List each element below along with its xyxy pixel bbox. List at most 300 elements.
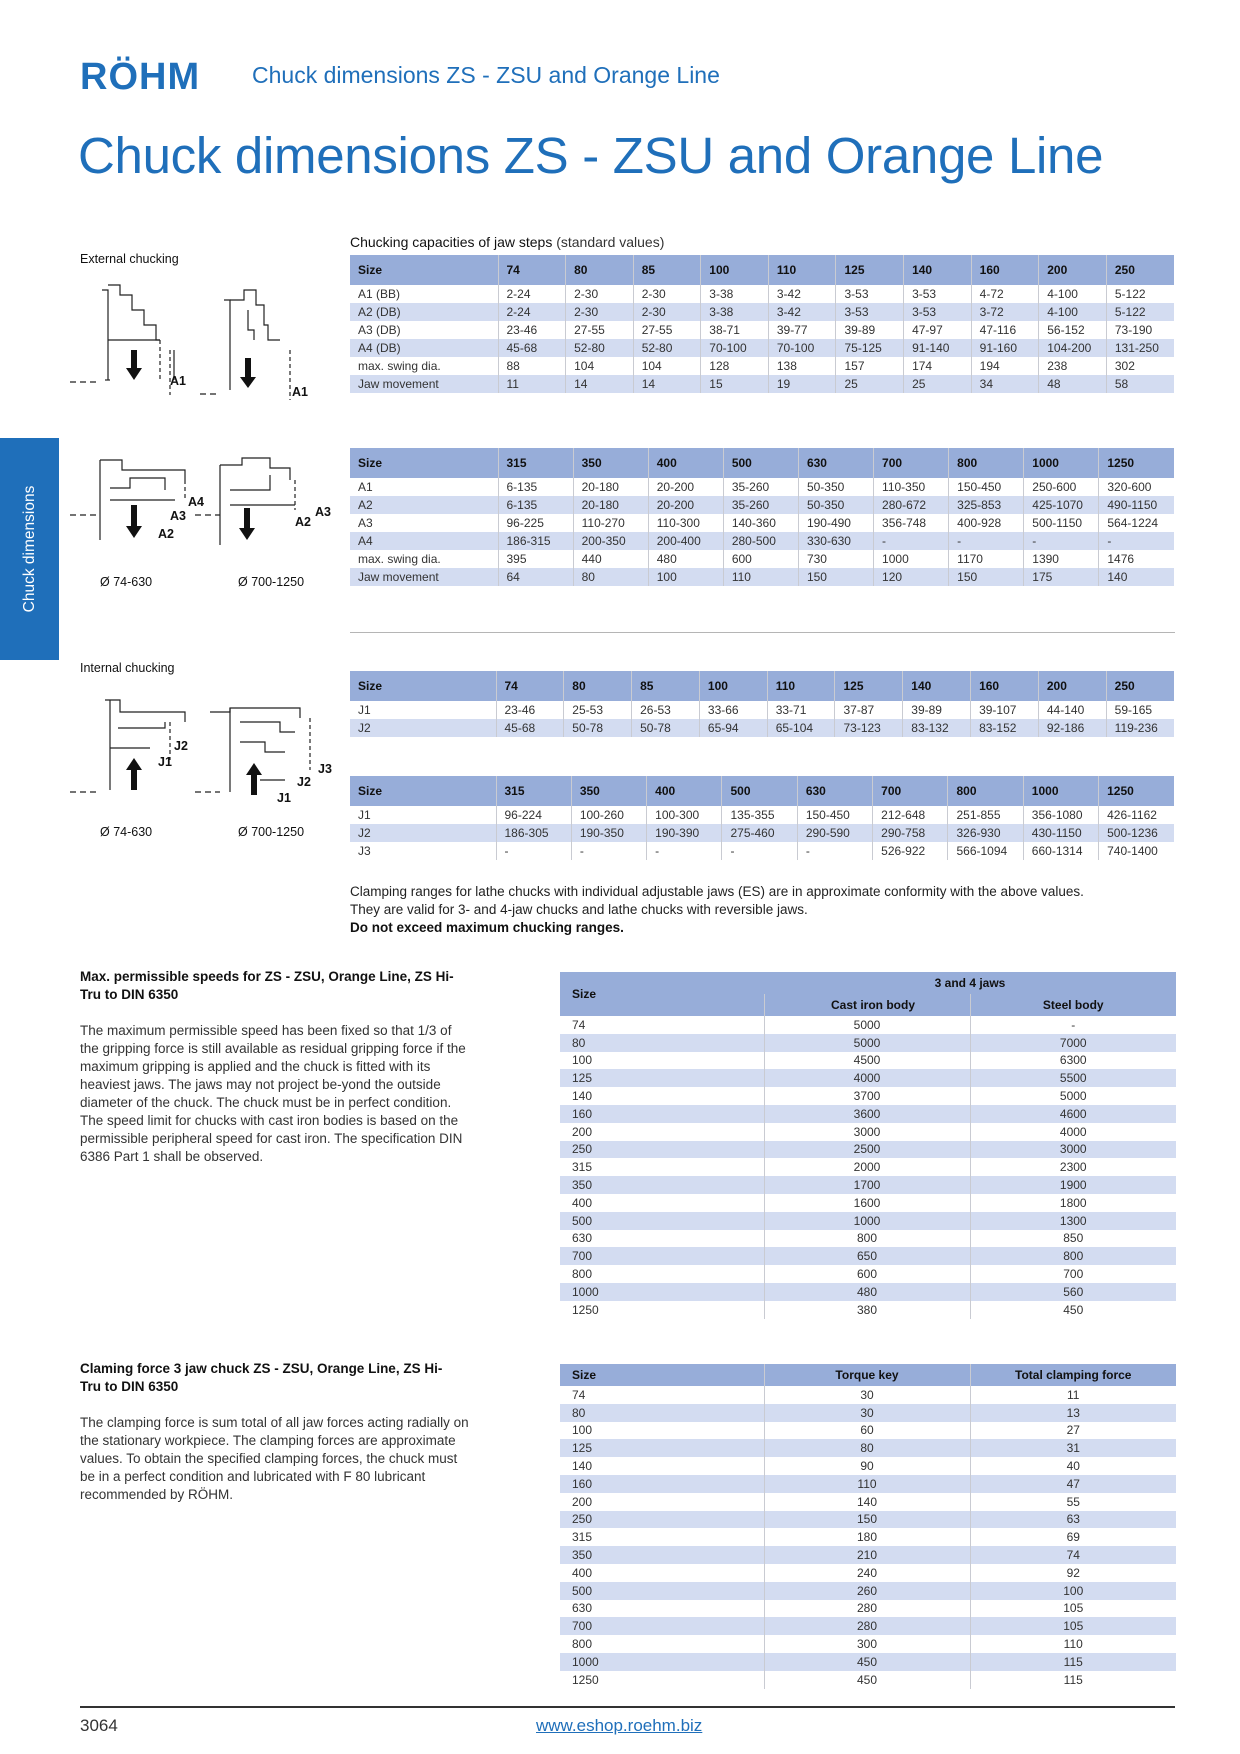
header-cell: 1000: [1023, 776, 1098, 806]
table-cell: 140: [1099, 568, 1174, 586]
internal-diameter-right: Ø 700-1250: [238, 825, 305, 839]
header-cell: 630: [797, 776, 872, 806]
label-a2-right: A2: [295, 515, 311, 529]
table-cell: 1800: [970, 1194, 1176, 1212]
table-cell: A4: [350, 532, 498, 550]
table-cell: 39-89: [903, 701, 971, 719]
header-cell: Size: [350, 255, 498, 285]
table-cell: 330-630: [798, 532, 873, 550]
table-cell: 100: [572, 1053, 593, 1068]
table-cell: 31: [970, 1439, 1176, 1457]
header-cell: 500: [723, 448, 798, 478]
speeds-header-cast: Cast iron body: [764, 994, 970, 1016]
table-cell: 1900: [970, 1176, 1176, 1194]
table-cell: 92-186: [1038, 719, 1106, 737]
header-cell: 100: [701, 255, 769, 285]
external-chucking-label: External chucking: [80, 252, 179, 266]
table-cell: 800: [572, 1637, 593, 1652]
header-cell: 1000: [1024, 448, 1099, 478]
table-cell: 700: [970, 1265, 1176, 1283]
clamping-table: [560, 1364, 1176, 1689]
header-cell: Total clamping force: [970, 1364, 1176, 1386]
table-row: [560, 1546, 1176, 1564]
table-cell: 96-225: [498, 514, 573, 532]
table-row: [560, 1158, 1176, 1176]
table-cell: 50-350: [798, 496, 873, 514]
table-row: [560, 1194, 1176, 1212]
label-a2-left: A2: [158, 527, 174, 541]
table-cell: 80: [573, 568, 648, 586]
table-cell: 800: [970, 1247, 1176, 1265]
table-cell: 650: [764, 1247, 970, 1265]
header-cell: 125: [835, 671, 903, 701]
table-row: [350, 701, 1174, 719]
table-cell: 564-1224: [1099, 514, 1174, 532]
table-cell: 34: [971, 375, 1039, 393]
table-cell: 3-53: [904, 285, 972, 303]
table-cell: 5-122: [1106, 285, 1174, 303]
table-cell: 490-1150: [1099, 496, 1174, 514]
table-cell: 730: [798, 550, 873, 568]
table-cell: 20-180: [573, 478, 648, 496]
table-cell: 7000: [970, 1034, 1176, 1052]
table-cell: A4 (DB): [350, 339, 498, 357]
table-cell: 630: [572, 1601, 593, 1616]
table-row: [560, 1301, 1176, 1319]
table-cell: 3000: [764, 1123, 970, 1141]
table-cell: 1700: [764, 1176, 970, 1194]
speeds-header-steel: Steel body: [970, 994, 1176, 1016]
table-cell: 275-460: [722, 824, 797, 842]
speeds-title: Max. permissible speeds for ZS - ZSU, Orange Line, ZS Hi-Tru to DIN 6350: [80, 969, 454, 1002]
table-cell: 250: [560, 1141, 764, 1159]
table-cell: J3: [358, 844, 371, 858]
table-row: [560, 1176, 1176, 1194]
table-row: [560, 1386, 1176, 1404]
table-cell: 110: [764, 1475, 970, 1493]
table-cell: 25: [904, 375, 972, 393]
label-j2-left: J2: [174, 739, 188, 753]
table-row: [560, 1404, 1176, 1422]
internal-table-large: [350, 776, 1174, 860]
table-cell: 52-80: [633, 339, 701, 357]
table-row: [560, 1653, 1176, 1671]
table-cell: 500: [560, 1212, 764, 1230]
table-row: [560, 1582, 1176, 1600]
table-cell: 2-24: [498, 303, 566, 321]
table-cell: 100: [572, 1423, 593, 1438]
table-row: [350, 824, 1174, 842]
table-cell: 35-260: [723, 496, 798, 514]
table-row: [560, 1247, 1176, 1265]
table-cell: 500-1150: [1024, 514, 1099, 532]
table-row: [560, 1087, 1176, 1105]
table-cell: 4-100: [1039, 285, 1107, 303]
table-row: [350, 806, 1174, 824]
table-cell: 104-200: [1039, 339, 1107, 357]
table-cell: 2-24: [498, 285, 566, 303]
speeds-header-size: Size: [560, 972, 764, 1016]
table-row: [560, 1052, 1176, 1070]
table-cell: 320-600: [1099, 478, 1174, 496]
header-cell: 800: [948, 776, 1023, 806]
table-cell: 700: [560, 1617, 764, 1635]
table-cell: 138: [768, 357, 836, 375]
header-cell: 85: [633, 255, 701, 285]
table-cell: 560: [970, 1283, 1176, 1301]
header-cell: 700: [874, 448, 949, 478]
table-row: [560, 1105, 1176, 1123]
label-a3-right: A3: [315, 505, 331, 519]
table-cell: 190-490: [798, 514, 873, 532]
table-cell: -: [1099, 532, 1174, 550]
label-a4-left: A4: [188, 495, 204, 509]
capacities-note-warning: Do not exceed maximum chucking ranges.: [350, 920, 624, 935]
table-cell: 326-930: [948, 824, 1023, 842]
table-cell: 110-300: [648, 514, 723, 532]
table-cell: 1000: [560, 1283, 764, 1301]
table-cell: 69: [970, 1528, 1176, 1546]
header-cell: Size: [350, 671, 496, 701]
table-cell: -: [1024, 532, 1099, 550]
header-cell: 200: [1039, 255, 1107, 285]
header-cell: 80: [566, 255, 634, 285]
table-row: [560, 1265, 1176, 1283]
table-cell: 73-123: [835, 719, 903, 737]
header-cell: Size: [350, 776, 496, 806]
footer-divider: [80, 1706, 1175, 1708]
table-cell: 630: [572, 1231, 593, 1246]
capacities-note-text: Clamping ranges for lathe chucks with individual adjustable jaws (ES) are in approximate conformity with the above values. They are valid for 3- and 4-jaw chucks and lathe chucks with reversible jaws.: [350, 884, 1084, 917]
table-cell: 212-648: [873, 806, 948, 824]
table-cell: A1 (BB): [358, 287, 401, 301]
table-cell: 190-350: [571, 824, 646, 842]
table-cell: -: [970, 1016, 1176, 1034]
table-cell: 400: [572, 1195, 593, 1210]
header-subtitle: Chuck dimensions ZS - ZSU and Orange Line: [252, 62, 720, 88]
table-cell: 140: [764, 1493, 970, 1511]
header-cell: 400: [647, 776, 722, 806]
external-chucking-diagram: [70, 270, 350, 600]
table-cell: 200-350: [573, 532, 648, 550]
table-cell: 140-360: [723, 514, 798, 532]
table-cell: 100: [648, 568, 723, 586]
table-row: [560, 1493, 1176, 1511]
table-cell: 63: [970, 1511, 1176, 1529]
table-cell: 14: [566, 375, 634, 393]
table-row: [350, 532, 1174, 550]
table-cell: 50-350: [798, 478, 873, 496]
table-cell: 6-135: [498, 496, 573, 514]
table-cell: 3700: [764, 1087, 970, 1105]
table-cell: 110-270: [573, 514, 648, 532]
table-cell: 4-100: [1039, 303, 1107, 321]
table-cell: 2-30: [633, 285, 701, 303]
table-cell: 3-42: [768, 303, 836, 321]
table-cell: -: [797, 842, 872, 860]
header-cell: 500: [722, 776, 797, 806]
header-cell: 315: [498, 448, 573, 478]
table-cell: 350: [560, 1546, 764, 1564]
capacities-note: [350, 883, 1090, 937]
table-cell: -: [571, 842, 646, 860]
table-cell: 2-30: [566, 303, 634, 321]
table-row: [560, 1069, 1176, 1087]
table-cell: 30: [764, 1386, 970, 1404]
table-cell: 1250: [572, 1672, 599, 1687]
table-cell: 88: [498, 357, 566, 375]
table-cell: 110: [970, 1635, 1176, 1653]
table-cell: 64: [498, 568, 573, 586]
header-cell: 400: [648, 448, 723, 478]
table-cell: 119-236: [1106, 719, 1174, 737]
table-row: [350, 496, 1174, 514]
table-cell: 800: [764, 1230, 970, 1248]
table-cell: 2-30: [566, 285, 634, 303]
table-cell: 280-672: [874, 496, 949, 514]
table-row: [560, 1671, 1176, 1689]
table-cell: 74: [970, 1546, 1176, 1564]
table-cell: 26-53: [632, 701, 700, 719]
table-cell: 65-104: [767, 719, 835, 737]
table-cell: J2: [350, 719, 496, 737]
table-cell: 105: [970, 1600, 1176, 1618]
page-number: 3064: [80, 1716, 118, 1735]
table-row: [350, 357, 1174, 375]
header-cell: 200: [1038, 671, 1106, 701]
table-cell: 600: [723, 550, 798, 568]
table-cell: Jaw movement: [350, 568, 498, 586]
table-cell: 104: [566, 357, 634, 375]
table-cell: 1390: [1024, 550, 1099, 568]
table-cell: 37-87: [835, 701, 903, 719]
header-cell: 160: [971, 255, 1039, 285]
table-cell: 1000: [764, 1212, 970, 1230]
speeds-text: The maximum permissible speed has been fixed so that 1/3 of the gripping force is still available as residual gripping force if the maximum gripping is applied and the chuck is fitted with its heaviest jaws. The jaws may not project be-yond the outside diameter of the chuck. The chuck must be in perfect condition. The speed limit for chucks with cast iron bodies is based on the permissible peripheral speed for cast iron. The specification DIN 6386 Part 1 shall be observed.: [80, 1023, 466, 1164]
header-cell: 140: [903, 671, 971, 701]
table-cell: 6300: [970, 1052, 1176, 1070]
header-cell: Size: [560, 1364, 764, 1386]
clamping-text: The clamping force is sum total of all jaw forces acting radially on the stationary workpiece. The clamping forces are approximate values. To obtain the specified clamping forces, the chuck must be in a perfect condition and lubricated with F 80 lubricant recommended by RÖHM.: [80, 1415, 469, 1502]
table-cell: 60: [764, 1422, 970, 1440]
table-cell: 800: [572, 1267, 593, 1282]
header-cell: Size: [350, 448, 498, 478]
header-cell: 315: [496, 776, 571, 806]
table-cell: 180: [764, 1528, 970, 1546]
table-row: [560, 1475, 1176, 1493]
table-cell: 200: [572, 1494, 593, 1509]
speeds-header-group: 3 and 4 jaws: [764, 972, 1176, 994]
table-cell: 302: [1106, 357, 1174, 375]
table-cell: 70-100: [768, 339, 836, 357]
table-cell: 150-450: [949, 478, 1024, 496]
header-cell: 1250: [1099, 448, 1174, 478]
table-cell: 426-1162: [1099, 806, 1174, 824]
table-cell: 356-748: [874, 514, 949, 532]
table-cell: 52-80: [566, 339, 634, 357]
table-cell: 850: [970, 1230, 1176, 1248]
table-cell: 100: [970, 1582, 1176, 1600]
table-cell: 3-72: [971, 303, 1039, 321]
table-row: [350, 568, 1174, 586]
header-cell: 110: [767, 671, 835, 701]
table-cell: 45-68: [496, 719, 564, 737]
table-cell: 186-315: [498, 532, 573, 550]
table-cell: A3: [358, 516, 373, 530]
table-cell: 1000: [560, 1653, 764, 1671]
table-cell: 160: [560, 1475, 764, 1493]
table-row: [560, 1600, 1176, 1618]
table-row: [560, 1422, 1176, 1440]
table-cell: 480: [764, 1283, 970, 1301]
table-cell: 27-55: [633, 321, 701, 339]
header-cell: 800: [949, 448, 1024, 478]
table-cell: 100-300: [647, 806, 722, 824]
table-row: [560, 1230, 1176, 1248]
table-row: [560, 1635, 1176, 1653]
table-cell: 194: [971, 357, 1039, 375]
header-cell: 74: [498, 255, 566, 285]
table-cell: 104: [633, 357, 701, 375]
table-row: [560, 1283, 1176, 1301]
table-row: [350, 550, 1174, 568]
capacities-table-large: [350, 448, 1174, 586]
header-cell: 1250: [1099, 776, 1174, 806]
header-cell: 250: [1106, 671, 1174, 701]
table-cell: 70-100: [701, 339, 769, 357]
table-cell: 356-1080: [1023, 806, 1098, 824]
header-cell: 350: [573, 448, 648, 478]
table-cell: 1300: [970, 1212, 1176, 1230]
table-cell: 3-38: [701, 303, 769, 321]
table-cell: 39-89: [836, 321, 904, 339]
table-cell: -: [722, 842, 797, 860]
table-row: [350, 321, 1174, 339]
table-cell: 83-152: [971, 719, 1039, 737]
table-cell: 74: [572, 1017, 586, 1032]
capacities-title-main: Chucking capacities of jaw steps: [350, 234, 553, 250]
header-cell: 74: [496, 671, 564, 701]
table-cell: 80: [560, 1404, 764, 1422]
table-cell: 740-1400: [1099, 842, 1174, 860]
table-cell: 3000: [970, 1141, 1176, 1159]
speeds-table: [560, 972, 1176, 1319]
table-cell: 425-1070: [1024, 496, 1099, 514]
table-cell: 1170: [949, 550, 1024, 568]
diameter-label-left: Ø 74-630: [100, 575, 153, 589]
table-cell: 150: [764, 1511, 970, 1529]
table-cell: 25: [836, 375, 904, 393]
side-tab[interactable]: [0, 438, 59, 660]
table-cell: J1: [358, 808, 371, 822]
clamping-title: Claming force 3 jaw chuck ZS - ZSU, Orange Line, ZS Hi-Tru to DIN 6350: [80, 1361, 443, 1394]
table-cell: 100-260: [571, 806, 646, 824]
table-cell: 140: [572, 1459, 593, 1474]
table-cell: 150-450: [797, 806, 872, 824]
table-cell: 75-125: [836, 339, 904, 357]
table-cell: 91-140: [904, 339, 972, 357]
table-cell: J1: [358, 703, 371, 717]
table-row: [350, 478, 1174, 496]
label-j1-right: J1: [277, 791, 291, 805]
table-cell: 238: [1039, 357, 1107, 375]
eshop-link[interactable]: www.eshop.roehm.biz: [536, 1716, 703, 1735]
header-cell: 100: [699, 671, 767, 701]
table-row: [560, 1212, 1176, 1230]
table-cell: 380: [764, 1301, 970, 1319]
table-cell: 210: [764, 1546, 970, 1564]
table-cell: 3-53: [904, 303, 972, 321]
header-cell: 80: [564, 671, 632, 701]
table-cell: 5500: [970, 1069, 1176, 1087]
table-cell: 65-94: [699, 719, 767, 737]
table-cell: 90: [764, 1457, 970, 1475]
table-cell: 11: [498, 375, 566, 393]
table-cell: 125: [560, 1069, 764, 1087]
diameter-label-right: Ø 700-1250: [238, 575, 305, 589]
table-cell: 5000: [764, 1016, 970, 1034]
table-cell: 38-71: [701, 321, 769, 339]
table-row: [560, 1439, 1176, 1457]
table-row: [560, 1457, 1176, 1475]
table-row: [560, 1034, 1176, 1052]
table-cell: 11: [970, 1386, 1176, 1404]
table-cell: 92: [970, 1564, 1176, 1582]
table-cell: 150: [798, 568, 873, 586]
table-cell: 157: [836, 357, 904, 375]
table-cell: 4500: [764, 1052, 970, 1070]
label-j3-right: J3: [318, 762, 332, 776]
table-cell: 3-53: [836, 303, 904, 321]
table-cell: 290-590: [797, 824, 872, 842]
table-cell: 48: [1039, 375, 1107, 393]
table-row: [560, 1141, 1176, 1159]
header-cell: Torque key: [764, 1364, 970, 1386]
table-cell: 1250: [572, 1302, 599, 1317]
table-cell: 280: [764, 1617, 970, 1635]
table-cell: 395: [498, 550, 573, 568]
table-cell: 400: [572, 1565, 593, 1580]
table-cell: 600: [764, 1265, 970, 1283]
header-cell: 125: [836, 255, 904, 285]
table-cell: 4-72: [971, 285, 1039, 303]
table-cell: 23-46: [498, 321, 566, 339]
table-row: [560, 1528, 1176, 1546]
section-divider: [350, 632, 1175, 633]
table-cell: 1000: [874, 550, 949, 568]
table-cell: 80: [764, 1439, 970, 1457]
table-cell: 150: [949, 568, 1024, 586]
table-cell: 47: [970, 1475, 1176, 1493]
table-cell: 3-42: [768, 285, 836, 303]
table-cell: 25-53: [564, 701, 632, 719]
table-cell: 20-180: [573, 496, 648, 514]
table-cell: 280-500: [723, 532, 798, 550]
table-cell: 45-68: [498, 339, 566, 357]
header-cell: 140: [904, 255, 972, 285]
table-row: [350, 339, 1174, 357]
table-cell: 115: [970, 1671, 1176, 1689]
table-cell: A2 (DB): [350, 303, 498, 321]
table-row: [560, 1617, 1176, 1635]
table-cell: 33-66: [699, 701, 767, 719]
table-cell: 50-78: [632, 719, 700, 737]
table-cell: 186-305: [496, 824, 571, 842]
table-cell: 250: [560, 1511, 764, 1529]
table-cell: 200-400: [648, 532, 723, 550]
capacities-title-suffix: (standard values): [556, 234, 665, 250]
table-row: [560, 1123, 1176, 1141]
